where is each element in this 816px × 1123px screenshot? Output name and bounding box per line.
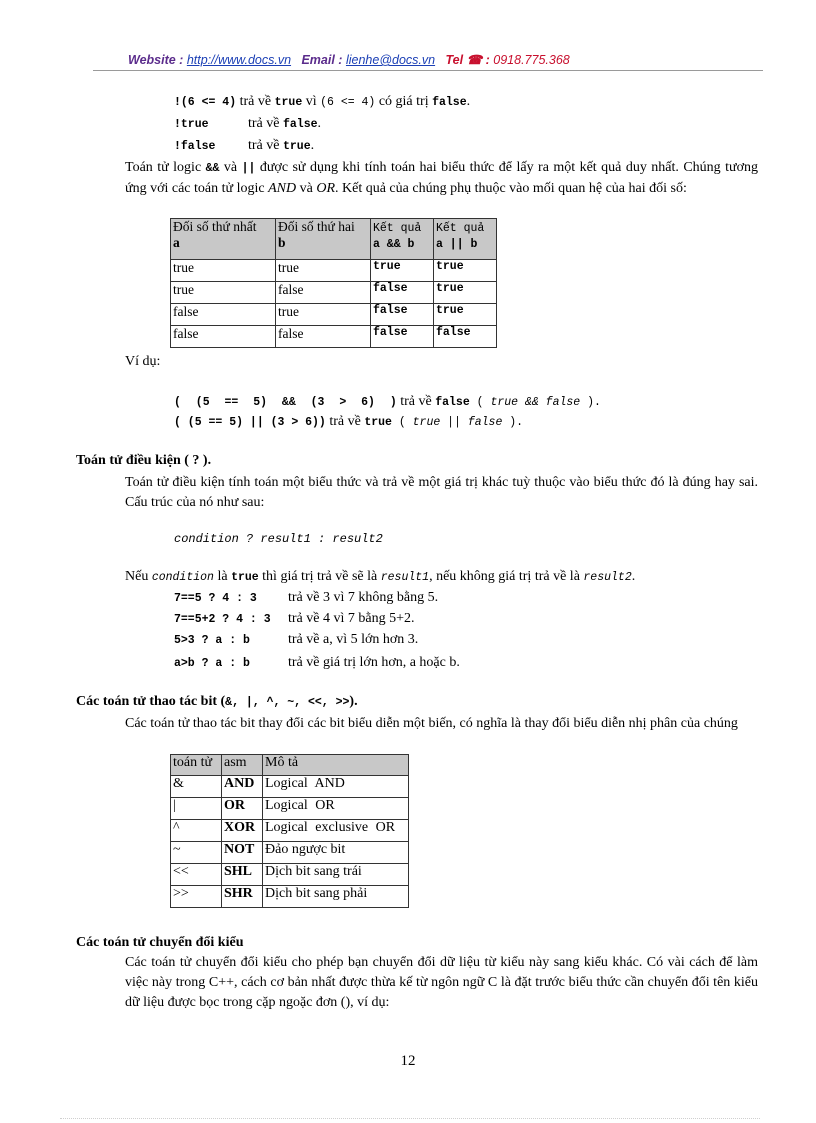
table-row: >> SHR Dịch bit sang phải — [171, 886, 409, 908]
table-row: ^ XOR Logical exclusive OR — [171, 820, 409, 842]
footer-rule — [60, 1118, 760, 1119]
bit-table-header: toán tử asm Mô tả — [171, 755, 409, 776]
table-row: true false false true — [171, 282, 497, 304]
table-row: | OR Logical OR — [171, 798, 409, 820]
cond-paragraph: Toán tử điều kiện tính toán một biểu thức và trả về một giá trị khác tuỳ thuộc vào biểu thức đó là đúng hay sai. Cấu trúc của nó như sau: — [125, 475, 758, 510]
page-number: 12 — [400, 1053, 416, 1069]
cond-heading: Toán tử điều kiện ( ? ). — [76, 453, 212, 468]
table-row: false false false false — [171, 326, 497, 348]
cond-syntax: condition ? result1 : result2 — [174, 532, 383, 546]
table-row: false true false true — [171, 304, 497, 326]
website-label: Website : — [128, 53, 184, 67]
table-row: ~ NOT Đảo ngược bit — [171, 842, 409, 864]
not-example-1: !(6 <= 4) trả về true vì (6 <= 4) có giá trị false. — [174, 94, 471, 109]
table-row: & AND Logical AND — [171, 776, 409, 798]
header-rule — [93, 70, 763, 71]
not-example-3: !false trả về true. — [174, 138, 315, 153]
example-label: Ví dụ: — [125, 354, 161, 369]
example-line-2: ( (5 == 5) || (3 > 6)) trả về true ( true || false ). — [174, 414, 524, 429]
tel-value: 0918.775.368 — [493, 53, 570, 67]
example-line-1: ( (5 == 5) && (3 > 6) ) trả về false ( true && false ). — [174, 394, 601, 409]
logic-paragraph: Toán tử logic && và || được sử dụng khi tính toán hai biểu thức để lấy ra một kết quả duy nhất. Chúng tương ứng với các toán tử logic AND và OR. Kết quả của chúng phụ thuộc vào mối quan hệ của hai đối số: — [125, 160, 758, 196]
not-example-2: !true trả về false. — [174, 116, 321, 131]
cond-example-1: 7==5 ? 4 : 3 trả về 3 vì 7 không bằng 5. — [174, 590, 439, 605]
website-link[interactable]: http://www.docs.vn — [186, 53, 292, 67]
email-link[interactable]: lienhe@docs.vn — [345, 53, 436, 67]
table-row: << SHL Dịch bit sang trái — [171, 864, 409, 886]
table-row: true true true true — [171, 260, 497, 282]
email-label: Email : — [301, 53, 343, 67]
cond-example-2: 7==5+2 ? 4 : 3 trả về 4 vì 7 bằng 5+2. — [174, 611, 415, 626]
cond-explain: Nếu condition là true thì giá trị trả về sẽ là result1, nếu không giá trị trả về là result2. — [125, 569, 636, 584]
bit-paragraph: Các toán tử thao tác bit thay đổi các bit biểu diễn một biến, có nghĩa là thay đổi biểu diễn nhị phân của chúng — [125, 716, 738, 731]
bit-heading: Các toán tử thao tác bit (&, |, ^, ~, <<, >>). — [76, 694, 358, 709]
cast-heading: Các toán tử chuyển đổi kiểu — [76, 935, 244, 950]
cast-paragraph: Các toán tử chuyển đổi kiểu cho phép bạn chuyển đổi dữ liệu từ kiểu này sang kiểu khác. Có vài cách để làm việc này trong C++, cách cơ bản nhất được thừa kế từ ngôn ngữ C là đặt trước biểu thức cần chuyển đổi tên kiểu dữ liệu được bọc trong cặp ngoặc đơn (), ví dụ: — [125, 955, 758, 1010]
tel-label: Tel ☎ : — [445, 53, 490, 67]
bit-table — [170, 754, 409, 908]
page-header — [128, 52, 570, 67]
logic-table-header: Đối số thứ nhất a Đối số thứ hai b Kết quả a && b Kết quả a || b — [171, 219, 497, 260]
logic-table — [170, 218, 497, 348]
cond-example-4: a>b ? a : b trả về giá trị lớn hơn, a hoặc b. — [174, 655, 460, 670]
cond-example-3: 5>3 ? a : b trả về a, vì 5 lớn hơn 3. — [174, 632, 419, 647]
